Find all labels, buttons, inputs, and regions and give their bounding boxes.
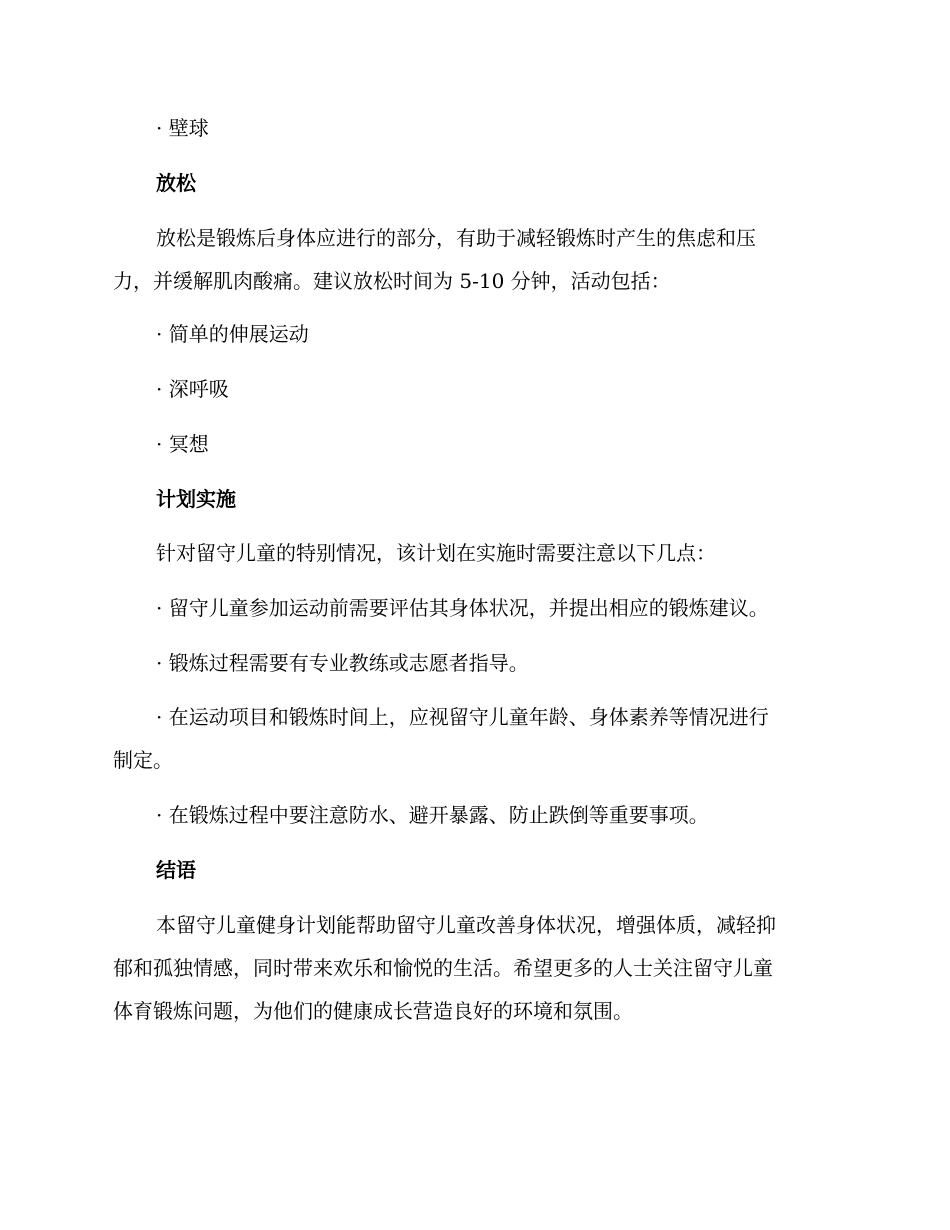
relax-paragraph-line-1: 放松是锻炼后身体应进行的部分，有助于减轻锻炼时产生的焦虑和压 [156, 226, 756, 250]
bullet-assessment: · 留守儿童参加运动前需要评估其身体状况，并提出相应的锻炼建议。 [156, 596, 769, 620]
bullet-planning-line-2: 制定。 [113, 748, 173, 772]
bullet-meditation: · 冥想 [156, 432, 209, 456]
relax-paragraph-line-2: 力，并缓解肌肉酸痛。建议放松时间为 5-10 分钟，活动包括： [113, 269, 671, 293]
section-heading-conclusion: 结语 [156, 858, 196, 882]
conclusion-line-3: 体育锻炼问题，为他们的健康成长营造良好的环境和氛围。 [113, 999, 633, 1023]
bullet-deep-breathing: · 深呼吸 [156, 377, 229, 401]
implementation-intro: 针对留守儿童的特别情况，该计划在实施时需要注意以下几点： [156, 541, 716, 565]
conclusion-line-2: 郁和孤独情感，同时带来欢乐和愉悦的生活。希望更多的人士关注留守儿童 [113, 956, 773, 980]
bullet-safety: · 在锻炼过程中要注意防水、避开暴露、防止跌倒等重要事项。 [156, 803, 709, 827]
bullet-planning-line-1: · 在运动项目和锻炼时间上，应视留守儿童年龄、身体素养等情况进行 [156, 705, 769, 729]
section-heading-relax: 放松 [156, 171, 196, 195]
conclusion-line-1: 本留守儿童健身计划能帮助留守儿童改善身体状况，增强体质，减轻抑 [156, 913, 776, 937]
bullet-stretching: · 简单的伸展运动 [156, 322, 309, 346]
bullet-squash: · 壁球 [156, 116, 209, 140]
section-heading-implementation: 计划实施 [156, 487, 236, 511]
bullet-guidance: · 锻炼过程需要有专业教练或志愿者指导。 [156, 651, 529, 675]
